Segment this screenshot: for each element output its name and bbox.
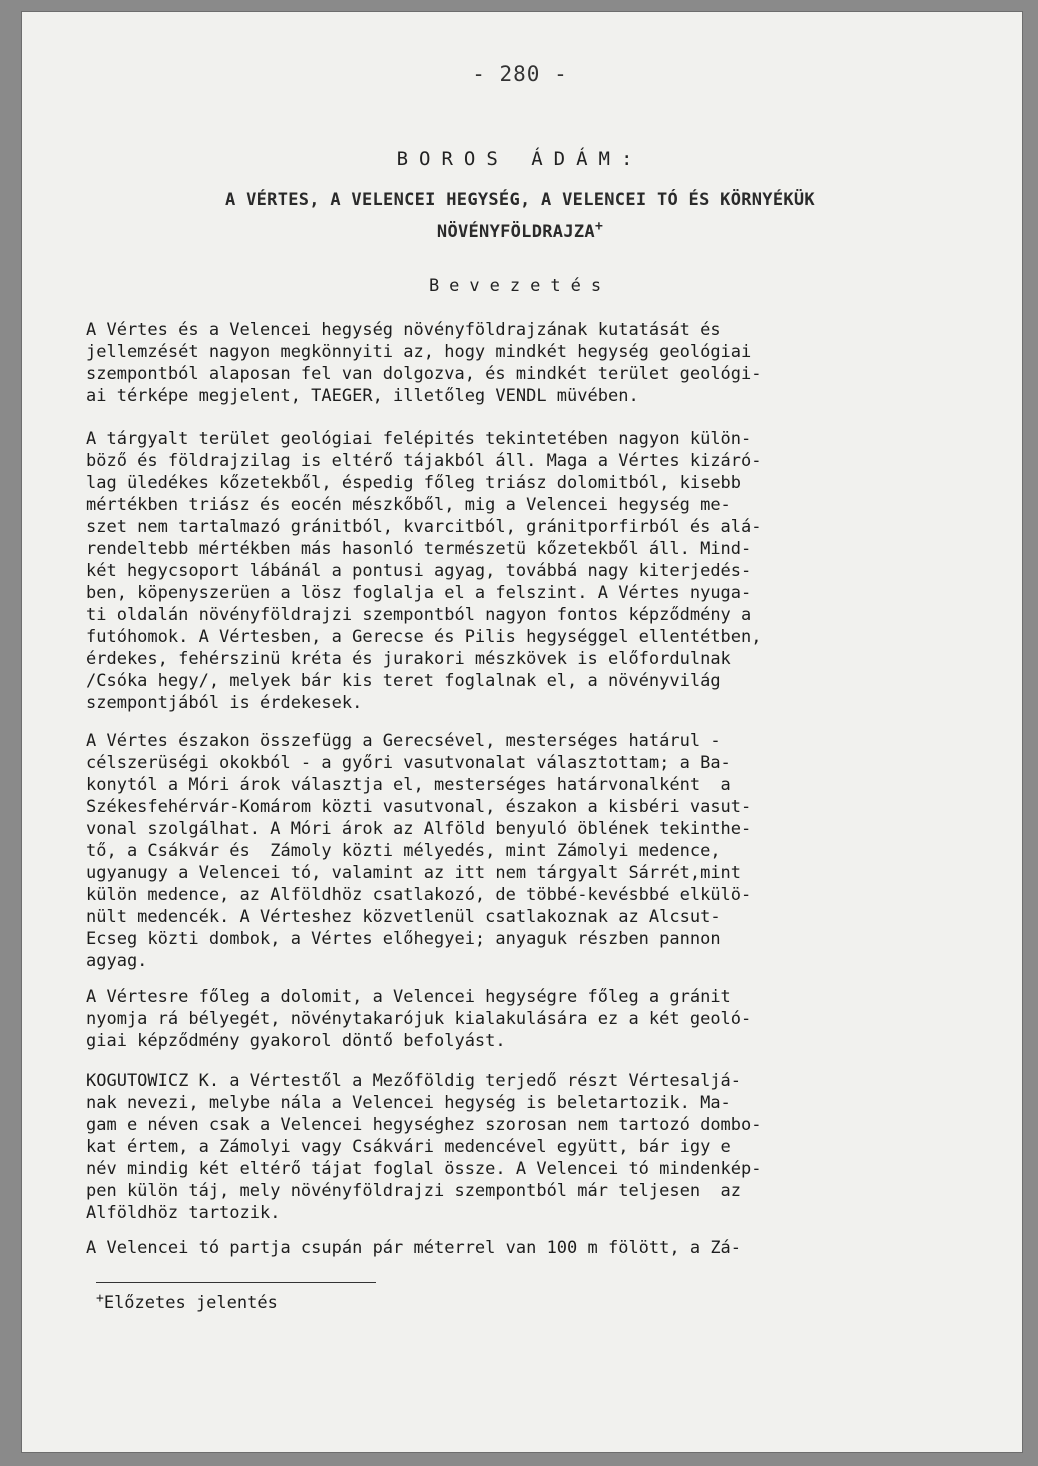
text-line: rendeltebb mértékben más hasonló természetü kőzetekből áll. Mind- — [86, 539, 752, 559]
text-line: agyag. — [86, 951, 148, 971]
paragraph-3 — [86, 730, 966, 972]
text-line: jellemzését nagyon megkönnyiti az, hogy mindkét hegység geológiai — [86, 342, 752, 362]
text-line: Székesfehérvár-Komárom közti vasutvonal, északon a kisbéri vasut- — [86, 797, 752, 817]
text-line: lag üledékes kőzetekből, éspedig főleg triász dolomitból, kisebb — [86, 473, 742, 493]
paragraph-1 — [86, 319, 966, 407]
text-line: ugyanugy a Velencei tó, valamint az itt nem tárgyalt Sárrét,mint — [86, 863, 742, 883]
text-line: tő, a Csákvár és Zámoly közti mélyedés, mint Zámolyi medence, — [86, 841, 721, 861]
text-line: ben, köpenyszerüen a lösz foglalja el a felszint. A Vértes nyuga- — [86, 583, 752, 603]
text-line: A Vértes és a Velencei hegység növényföldrajzának kutatását és — [86, 320, 721, 340]
text-line: böző és földrajzilag is eltérő tájakból áll. Maga a Vértes kizáró- — [86, 451, 762, 471]
text-line: szet nem tartalmazó gránitból, kvarcitból, gránitporfirból és alá- — [86, 517, 762, 537]
text-line: vonal szolgálhat. A Móri árok az Alföld benyuló öblének tekinthe- — [86, 819, 752, 839]
paragraph-4 — [86, 986, 966, 1052]
text-line: A tárgyalt terület geológiai felépités tekintetében nagyon külön- — [86, 429, 752, 449]
title-line-2-text: NÖVÉNYFÖLDRAJZA — [436, 222, 595, 242]
author-name: BOROS ÁDÁM: — [396, 148, 644, 170]
title-line-1 — [0, 190, 1038, 210]
text-line: célszerüségi okokból - a győri vasutvonalat választottam; a Ba- — [86, 753, 731, 773]
text-line: nak nevezi, melybe nála a Velencei hegység is beletartozik. Ma- — [86, 1093, 731, 1113]
text-line: giai képződmény gyakorol döntő befolyást. — [86, 1031, 506, 1051]
footnote-mark: + — [96, 1291, 104, 1306]
text-line: Alföldhöz tartozik. — [86, 1203, 281, 1223]
text-line: érdekes, fehérszinü kréta és jurakori mészkövek is előfordulnak — [86, 649, 731, 669]
text-line: konytól a Móri árok választja el, mesterséges határvonalként a — [86, 775, 731, 795]
text-line: gam e néven csak a Velencei hegységhez szorosan nem tartozó dombo- — [86, 1115, 762, 1135]
text-line: szempontból alaposan fel van dolgozva, és mindkét terület geológi- — [86, 364, 762, 384]
text-line: A Vértes északon összefügg a Gerecsével, mesterséges határul - — [86, 731, 721, 751]
text-line: külön medence, az Alföldhöz csatlakozó, de többé-kevésbbé elkülö- — [86, 885, 752, 905]
text-line: /Csóka hegy/, melyek bár kis teret foglalnak el, a növényvilág — [86, 671, 721, 691]
text-line: szempontjából is érdekesek. — [86, 693, 363, 713]
text-line: Ecseg közti dombok, a Vértes előhegyei; anyaguk részben pannon — [86, 929, 721, 949]
paragraph-5 — [86, 1070, 966, 1224]
text-line: futóhomok. A Vértesben, a Gerecse és Pilis hegységgel ellentétben, — [86, 627, 762, 647]
title-footnote-mark: + — [594, 219, 604, 234]
page-number: - 280 - — [472, 62, 568, 86]
text-line: kat értem, a Zámolyi vagy Csákvári medencével együtt, bár igy e — [86, 1137, 731, 1157]
text-line: A Velencei tó partja csupán pár méterrel van 100 m fölött, a Zá- — [86, 1238, 742, 1258]
title-line-1-text: A VÉRTES, A VELENCEI HEGYSÉG, A VELENCEI TÓ ÉS KÖRNYÉKÜK — [225, 190, 815, 210]
paragraph-6 — [86, 1237, 966, 1259]
text-line: mértékben triász és eocén mészkőből, mig a Velencei hegység me- — [86, 495, 731, 515]
text-line: nyomja rá bélyegét, növénytakarójuk kialakulására ez a két geoló- — [86, 1009, 752, 1029]
paragraph-2 — [86, 428, 966, 714]
text-line: két hegycsoport lábánál a pontusi agyag, továbbá nagy kiterjedés- — [86, 561, 752, 581]
footnote — [96, 1292, 278, 1314]
text-line: ai térképe megjelent, TAEGER, illetőleg VENDL müvében. — [86, 386, 639, 406]
text-line: nült medencék. A Vérteshez közvetlenül csatlakoznak az Alcsut- — [86, 907, 721, 927]
text-line: ti oldalán növényföldrajzi szempontból nagyon fontos képződmény a — [86, 605, 752, 625]
footnote-separator — [96, 1282, 376, 1283]
text-line: pen külön táj, mely növényföldrajzi szempontból már teljesen az — [86, 1181, 742, 1201]
text-line: KOGUTOWICZ K. a Vértestől a Mezőföldig terjedő részt Vértesaljá- — [86, 1071, 742, 1091]
section-heading: Bevezetés — [428, 276, 612, 296]
text-line: A Vértesre főleg a dolomit, a Velencei hegységre főleg a gránit — [86, 987, 731, 1007]
text-line: név mindig két eltérő tájat foglal össze. A Velencei tó mindenkép- — [86, 1159, 762, 1179]
footnote-text: Előzetes jelentés — [103, 1293, 278, 1313]
title-line-2 — [0, 219, 1038, 242]
